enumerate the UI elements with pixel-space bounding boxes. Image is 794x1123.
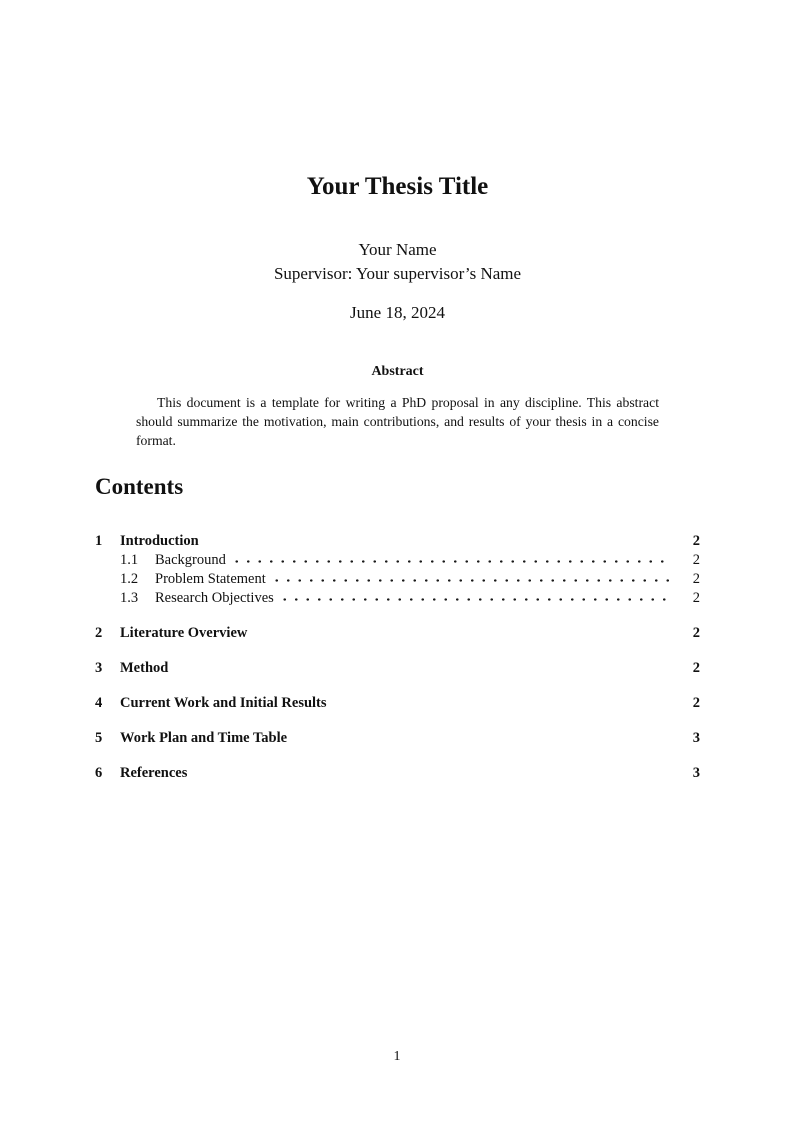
supervisor-line: Supervisor: Your supervisor’s Name — [273, 264, 522, 283]
toc-entry-page: 2 — [692, 695, 700, 711]
toc-entry-number: 6 — [95, 765, 103, 781]
toc-entry-title: Background — [155, 552, 226, 568]
toc-entry-title: Introduction — [120, 533, 199, 549]
toc-entry-title: Current Work and Initial Results — [120, 695, 327, 711]
toc-entry-number: 4 — [95, 695, 103, 711]
toc-entry-number: 1 — [95, 533, 103, 549]
toc-entry-references — [95, 764, 700, 783]
thesis-title: Your Thesis Title — [306, 173, 489, 200]
toc-entry-page: 2 — [692, 660, 700, 676]
toc-entry-literature-overview — [95, 624, 700, 643]
toc-entry-title: Problem Statement — [155, 571, 266, 587]
abstract-section — [95, 363, 700, 450]
author-name: Your Name — [358, 240, 437, 259]
toc-entry-background — [95, 551, 700, 570]
toc-entry-title: Literature Overview — [120, 625, 248, 641]
toc-entry-title: References — [120, 765, 188, 781]
table-of-contents — [95, 532, 700, 783]
toc-entry-problem-statement — [95, 570, 700, 589]
date-line: June 18, 2024 — [350, 303, 445, 322]
toc-entry-title: Research Objectives — [155, 590, 274, 606]
toc-entry-number: 1.2 — [120, 571, 139, 587]
page-number: 1 — [393, 1049, 401, 1064]
toc-entry-number: 1.1 — [120, 552, 139, 568]
toc-entry-number: 1.3 — [120, 590, 139, 606]
dot-leader — [271, 570, 672, 586]
toc-entry-research-objectives — [95, 589, 700, 608]
toc-entry-title: Work Plan and Time Table — [120, 730, 288, 746]
contents-heading: Contents — [95, 474, 184, 499]
toc-entry-page: 3 — [692, 765, 700, 781]
toc-entry-page: 2 — [692, 625, 700, 641]
toc-entry-number: 5 — [95, 730, 103, 746]
toc-entry-page: 2 — [692, 571, 700, 587]
dot-leader — [231, 551, 672, 567]
toc-entry-current-work — [95, 694, 700, 713]
toc-entry-title: Method — [120, 660, 169, 676]
toc-entry-method — [95, 659, 700, 678]
toc-entry-introduction — [95, 532, 700, 551]
abstract-text: This document is a template for writing a PhD proposal in any discipline. This abstract should summarize the motivation, main contributions, and results of your thesis in a concise format. — [136, 395, 659, 448]
abstract-heading: Abstract — [371, 364, 424, 379]
dot-leader — [279, 589, 672, 605]
toc-entry-page: 2 — [692, 533, 700, 549]
toc-entry-page: 2 — [692, 552, 700, 568]
toc-entry-page: 2 — [692, 590, 700, 606]
author-block — [95, 238, 700, 286]
toc-entry-page: 3 — [692, 730, 700, 746]
toc-entry-number: 3 — [95, 660, 103, 676]
toc-entry-number: 2 — [95, 625, 103, 641]
toc-entry-work-plan — [95, 729, 700, 748]
